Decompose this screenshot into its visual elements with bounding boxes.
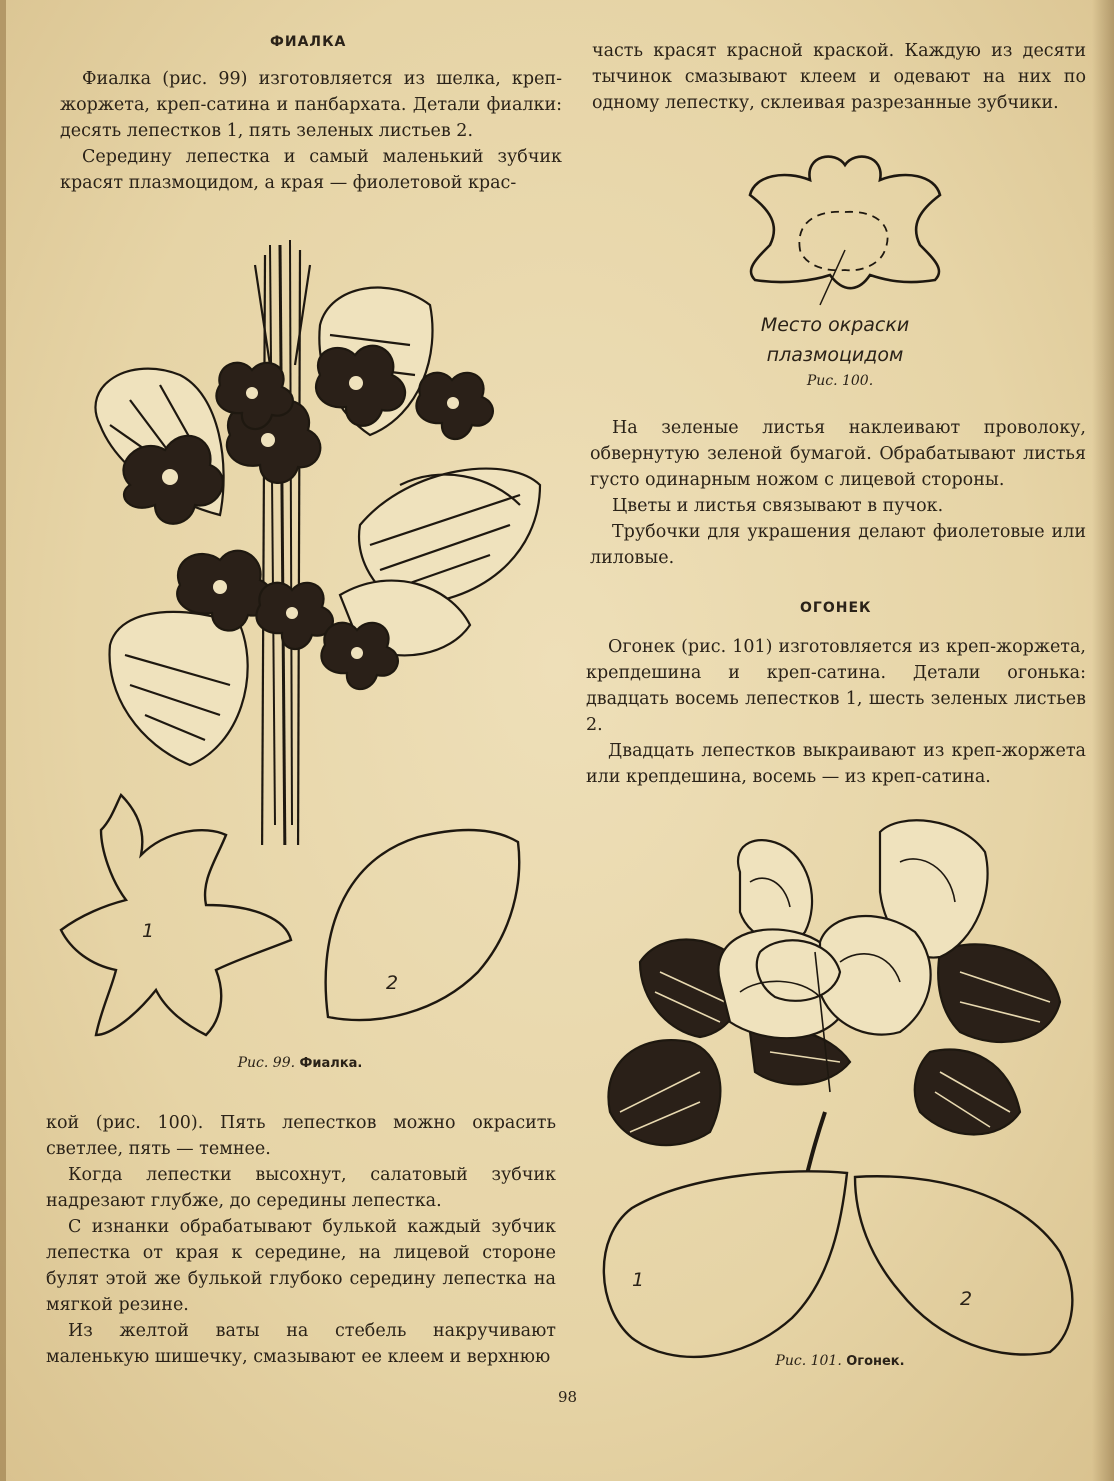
page-edge-left xyxy=(0,0,6,1481)
paragraph: С изнанки обрабатывают булькой каждый зубчик лепестка от края к середине, на лицевой стороне булят этой же булькой глубоко середину лепестка на мягкой резине. xyxy=(46,1217,556,1315)
right-text-top xyxy=(592,38,1086,116)
page-number: 98 xyxy=(558,1388,578,1406)
violet-bouquet-illustration xyxy=(70,225,560,845)
ogonek-template-label-2: 2 xyxy=(959,1288,973,1310)
caption-number: Рис. 99. xyxy=(237,1055,296,1071)
violet-petal-template xyxy=(56,790,306,1050)
ogonek-leaf-template xyxy=(850,1172,1080,1362)
template-label-2: 2 xyxy=(385,972,399,994)
page-edge-right xyxy=(1092,0,1114,1481)
caption-name: Фиалка. xyxy=(299,1056,363,1071)
paragraph: Огонек (рис. 101) изготовляется из креп-жоржета, крепдешина и креп-сатина. Детали огонька: двадцать восемь лепестков 1, шесть зеленых листьев 2. xyxy=(586,637,1086,735)
paragraph: кой (рис. 100). Пять лепестков можно окрасить светлее, пять — темнее. xyxy=(46,1113,556,1159)
section-title-fialka: ФИАЛКА xyxy=(270,34,347,50)
coloring-label-line1: Место окраски xyxy=(760,314,910,336)
paragraph: На зеленые листья наклеивают проволоку, обвернутую зеленой бумагой. Обрабатывают листья густо одинарным ножом с лицевой стороны. xyxy=(590,418,1086,490)
violet-leaf-template xyxy=(318,822,528,1027)
paragraph: Из желтой ваты на стебель накручивают маленькую шишечку, смазывают ее клеем и верхнюю xyxy=(46,1321,556,1367)
paragraph: Трубочки для украшения делают фиолетовые или лиловые. xyxy=(590,522,1086,568)
ogonek-template-label-1: 1 xyxy=(631,1269,645,1291)
paragraph: Когда лепестки высохнут, салатовый зубчик надрезают глубже, до середины лепестка. xyxy=(46,1165,556,1211)
paragraph: часть красят красной краской. Каждую из десяти тычинок смазывают клеем и одевают на них по одному лепестку, склеивая разрезанные зубчики. xyxy=(592,41,1086,113)
figure-101-caption xyxy=(740,1353,940,1369)
violet-petal-coloring-diagram xyxy=(735,150,955,325)
caption-number: Рис. 101. xyxy=(775,1353,842,1369)
caption-number: Рис. 100. xyxy=(806,373,874,389)
left-text-bottom xyxy=(46,1110,556,1370)
paragraph: Фиалка (рис. 99) изготовляется из шелка, креп-жоржета, креп-сатина и панбархата. Детали фиалки: десять лепестков 1, пять зеленых листьев 2. xyxy=(60,69,562,141)
template-label-1: 1 xyxy=(141,920,155,942)
right-text-mid xyxy=(590,415,1086,571)
paragraph: Двадцать лепестков выкраивают из креп-жоржета или крепдешина, восемь — из креп-сатина. xyxy=(586,741,1086,787)
caption-name: Огонек. xyxy=(846,1354,905,1369)
ogonek-flower-illustration xyxy=(600,812,1065,1172)
left-text-top xyxy=(60,66,562,196)
figure-99-caption xyxy=(200,1055,400,1071)
paragraph: Цветы и листья связывают в пучок. xyxy=(612,496,944,516)
paragraph: Середину лепестка и самый маленький зубчик красят плазмоцидом, а края — фиолетовой крас- xyxy=(60,147,562,193)
coloring-label-line2: плазмоцидом xyxy=(766,344,904,366)
section-title-ogonek: ОГОНЕК xyxy=(800,600,872,616)
figure-100-caption xyxy=(780,373,900,389)
coloring-label xyxy=(730,310,940,370)
right-text-bottom xyxy=(586,634,1086,790)
